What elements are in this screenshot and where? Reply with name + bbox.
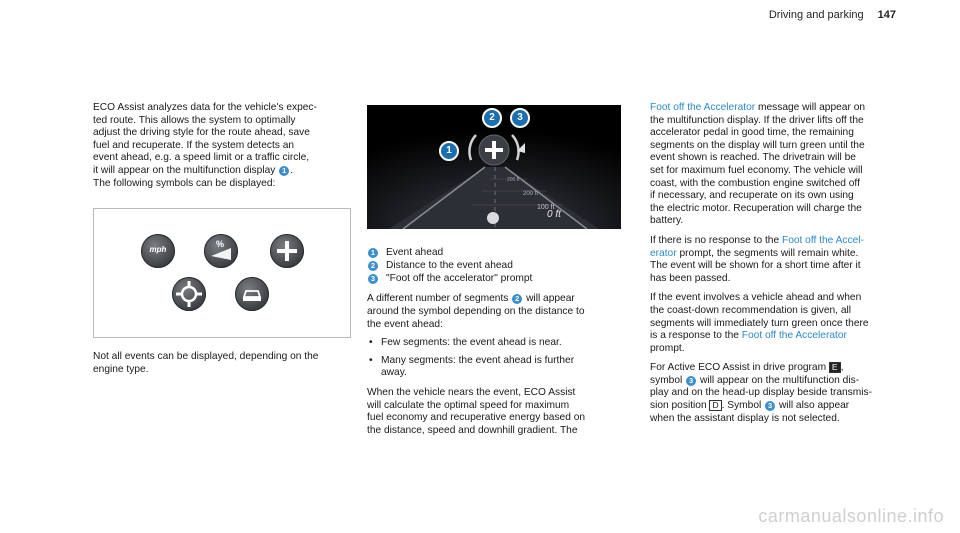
foot-off-link-cont[interactable]: erator	[650, 247, 677, 259]
vehicle-ahead-icon	[235, 277, 269, 311]
figure-callout: 2	[482, 108, 502, 128]
foot-off-link[interactable]: Foot off the Accelerator	[650, 102, 756, 113]
watermark: carmanualsonline.info	[758, 506, 944, 526]
section-title: Driving and parking	[768, 9, 864, 21]
note-block	[93, 351, 353, 376]
symbols-figure	[93, 208, 351, 338]
engine-note: Not all events can be displayed, depending on the engine type.	[93, 351, 319, 375]
percent-gradient-icon: %	[204, 234, 238, 268]
callout-badge: 1	[279, 166, 289, 176]
mph-speed-limit-icon: mph	[141, 234, 175, 268]
segments-list	[367, 337, 629, 380]
distance-mark: 200 ft	[507, 177, 520, 183]
figure-callout: 3	[510, 108, 530, 128]
transmission-d-key: D	[709, 400, 721, 411]
distance-mark: 200 ft	[523, 191, 539, 197]
list-item: • Few segments: the event ahead is near.	[367, 337, 629, 350]
foot-off-paragraph: Foot off the Accelerator message will appear on the multifunction display. If the driver lifts off the accelerator pedal in good time, the remaining segments on the display will turn green until the event shown is reached. The drivetrain will be set for maximum fuel economy. The vehicle will coast, with the combustion engine switched off if necessary, and recuperate on its own using the electric motor. Recuperation will charge the battery.	[650, 102, 866, 227]
eco-assist-paragraph: When the vehicle nears the event, ECO Assist will calculate the optimal speed for maximum fuel economy and recuperative energy based on the distance, speed and downhill gradient. The	[367, 386, 586, 436]
drive-program-paragraph: For Active ECO Assist in drive program E , symbol 3 will appear on the multifunction dis- play and on the head-up display beside transmis- sion position D . Symbol 3 will also appear when the assistant display is not selected.	[650, 362, 872, 424]
figure-callout: 1	[439, 141, 459, 161]
distance-mark: 100 ft	[537, 204, 555, 211]
intro-paragraph: ECO Assist analyzes data for the vehicle's expec- ted route. This allows the system to optimally adjust the driving style for the route ahead, save fuel and recuperate. If the system detects an event ahead, e.g. a speed limit or a traffic circle, it will appear on the multifunction display 1 . The following symbols can be displayed:	[93, 102, 317, 189]
foot-off-link[interactable]: Foot off the Accel-	[781, 234, 864, 246]
segments-paragraph: A different number of segments 2 will appear around the symbol depending on the distance to the event ahead:	[367, 293, 585, 330]
figure-legend	[367, 247, 629, 285]
vehicle-ahead-paragraph: If the event involves a vehicle ahead and when the coast-down recommendation is given, all segments will immediately turn green once there is a response to the Foot off the Accelerator prompt.	[650, 292, 869, 354]
middle-column	[367, 247, 629, 437]
distance-mark: 0 ft	[547, 209, 561, 220]
traffic-circle-icon	[172, 277, 206, 311]
legend-item: 1 Event ahead	[367, 247, 629, 260]
right-column	[650, 102, 910, 425]
multifunction-display-figure	[367, 105, 621, 229]
legend-item: 2 Distance to the event ahead	[367, 260, 629, 273]
no-response-paragraph: If there is no response to the Foot off the Accel- erator prompt, the segments will remain white. The event will be shown for a short time after it has been passed.	[650, 234, 864, 284]
page-number: 147	[877, 9, 896, 21]
list-item: • Many segments: the event ahead is further away.	[367, 355, 629, 380]
foot-off-link[interactable]: Foot off the Accelerator	[741, 330, 847, 342]
legend-item: 3 "Foot off the accelerator" prompt	[367, 273, 629, 286]
left-column	[93, 102, 353, 190]
intersection-icon	[270, 234, 304, 268]
drive-program-e-key: E	[829, 362, 841, 373]
running-header	[769, 9, 896, 21]
